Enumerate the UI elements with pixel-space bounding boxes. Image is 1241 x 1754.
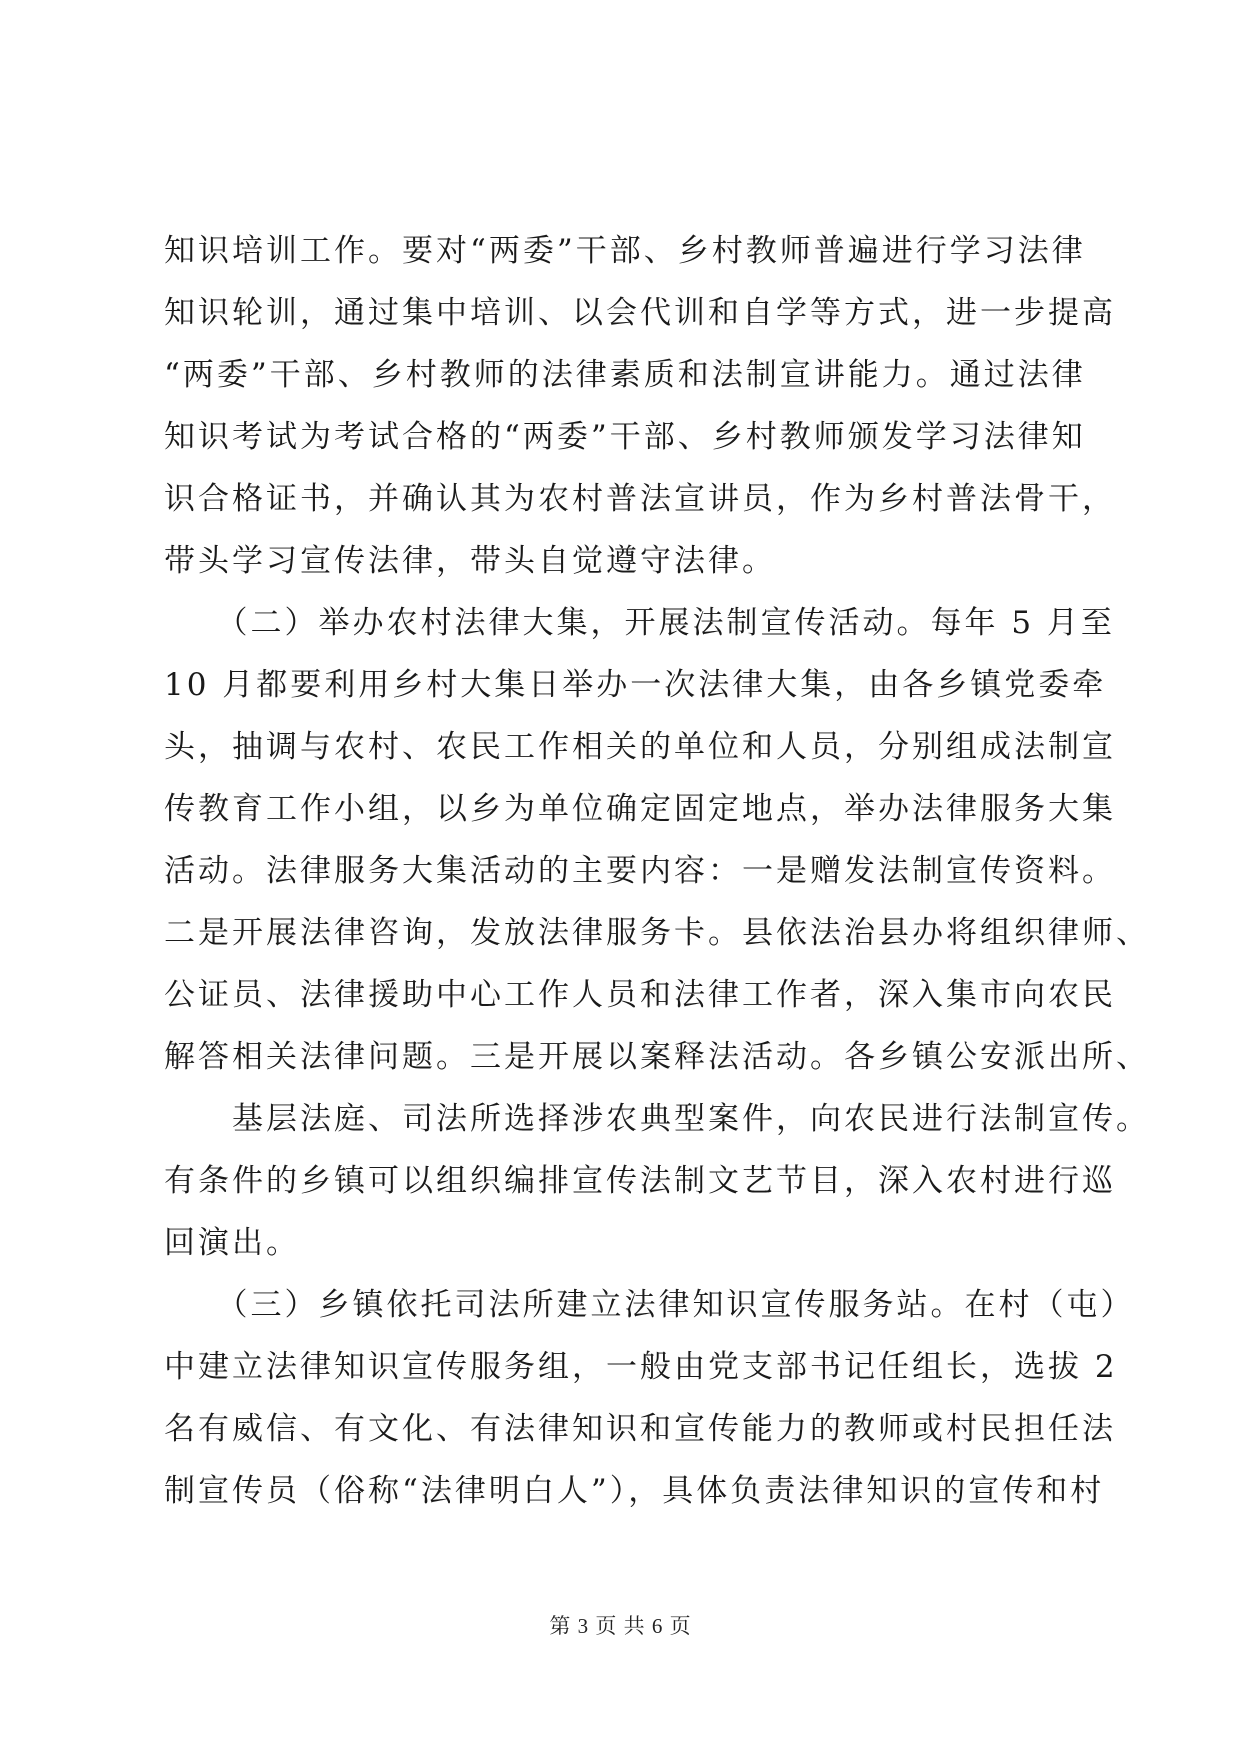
text-line: 解答相关法律问题。三是开展以案释法活动。各乡镇公安派出所、 xyxy=(164,1039,1150,1075)
text-line: 传教育工作小组，以乡为单位确定固定地点，举办法律服务大集 xyxy=(164,791,1116,827)
text-line: 名有威信、有文化、有法律知识和宣传能力的教师或村民担任法 xyxy=(164,1411,1116,1447)
text-line: 中建立法律知识宣传服务组，一般由党支部书记任组长，选拔 2 xyxy=(164,1349,1118,1385)
body-text xyxy=(164,220,1150,1522)
text-line: 10 月都要利用乡村大集日举办一次法律大集，由各乡镇党委牵 xyxy=(164,667,1107,703)
text-line: 公证员、法律援助中心工作人员和法律工作者，深入集市向农民 xyxy=(164,977,1116,1013)
text-line: 基层法庭、司法所选择涉农典型案件，向农民进行法制宣传。 xyxy=(164,1101,1150,1137)
text-line: 知识培训工作。要对“两委”干部、乡村教师普遍进行学习法律 xyxy=(164,233,1086,269)
page-number: 第 3 页 共 6 页 xyxy=(549,1614,692,1638)
text-line: 回演出。 xyxy=(164,1225,300,1261)
text-line: 识合格证书，并确认其为农村普法宣讲员，作为乡村普法骨干， xyxy=(164,481,1116,517)
text-line: （二）举办农村法律大集，开展法制宣传活动。每年 5 月至 xyxy=(164,605,1115,641)
text-line: 有条件的乡镇可以组织编排宣传法制文艺节目，深入农村进行巡 xyxy=(164,1163,1116,1199)
text-line: 活动。法律服务大集活动的主要内容：一是赠发法制宣传资料。 xyxy=(164,853,1116,889)
text-line: 头，抽调与农村、农民工作相关的单位和人员，分别组成法制宣 xyxy=(164,729,1116,765)
text-line: 知识轮训，通过集中培训、以会代训和自学等方式，进一步提高 xyxy=(164,295,1116,331)
text-line: 制宣传员（俗称“法律明白人”），具体负责法律知识的宣传和村 xyxy=(164,1473,1105,1509)
text-line: （三）乡镇依托司法所建立法律知识宣传服务站。在村（屯） xyxy=(164,1287,1135,1323)
text-line: 二是开展法律咨询，发放法律服务卡。县依法治县办将组织律师、 xyxy=(164,915,1150,951)
text-line: 知识考试为考试合格的“两委”干部、乡村教师颁发学习法律知 xyxy=(164,419,1086,455)
text-line: 带头学习宣传法律，带头自觉遵守法律。 xyxy=(164,543,776,579)
text-line: “两委”干部、乡村教师的法律素质和法制宣讲能力。通过法律 xyxy=(164,357,1086,393)
